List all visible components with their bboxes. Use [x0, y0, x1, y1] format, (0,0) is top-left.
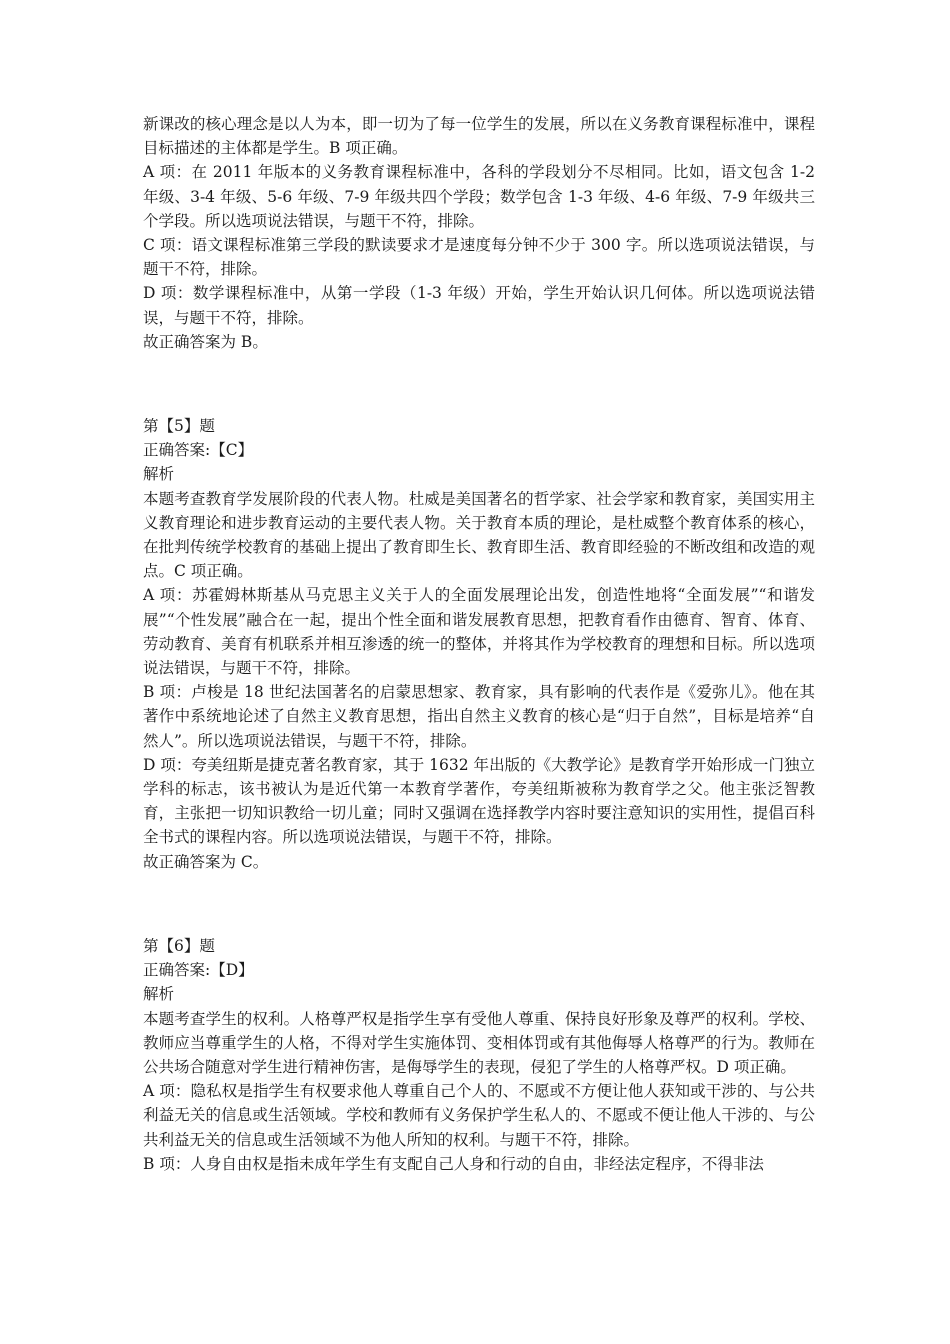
- document-page: [143, 112, 815, 1176]
- analysis-paragraph: 本题考查学生的权利。人格尊严权是指学生享有受他人尊重、保持良好形象及尊严的权利。学校、教师应当尊重学生的人格，不得对学生实施体罚、变相体罚或有其他侮辱人格尊严的行为。教师在公共场合随意对学生进行精神伤害，是侮辱学生的表现，侵犯了学生的人格尊严权。D 项正确。: [143, 1009, 815, 1076]
- analysis-paragraph: 本题考查教育学发展阶段的代表人物。杜威是美国著名的哲学家、社会学家和教育家，美国实用主义教育理论和进步教育运动的主要代表人物。关于教育本质的理论，是杜威整个教育体系的核心，在批判传统学校教育的基础上提出了教育即生长、教育即生活、教育即经验的不断改组和改造的观点。C 项正确。: [143, 489, 815, 581]
- conclusion: 故正确答案为 B。: [143, 332, 268, 351]
- previous-question-analysis: [143, 112, 815, 354]
- question-5: [143, 414, 815, 874]
- analysis-label: 解析: [143, 465, 175, 484]
- question-title: 第【6】题: [143, 936, 215, 955]
- option-a-explanation: A 项：苏霍姆林斯基从马克思主义关于人的全面发展理论出发，创造性地将“全面发展”“和谐发展”“个性发展”融合在一起，提出个性全面和谐发展教育思想，把教育看作由德育、智育、体育、劳动教育、美育有机联系并相互渗透的统一的整体，并将其作为学校教育的理想和目标。所以选项说法错误，与题干不符，排除。: [143, 586, 815, 678]
- correct-answer: 正确答案:【D】: [143, 961, 254, 980]
- option-a-explanation: A 项：隐私权是指学生有权要求他人尊重自己个人的、不愿或不方便让他人获知或干涉的、与公共利益无关的信息或生活领域。学校和教师有义务保护学生私人的、不愿或不便让他人干涉的、与公共利益无关的信息或生活领域不为他人所知的权利。与题干不符，排除。: [143, 1082, 815, 1149]
- option-a-explanation: A 项：在 2011 年版本的义务教育课程标准中，各科的学段划分不尽相同。比如，语文包含 1-2 年级、3-4 年级、5-6 年级、7-9 年级共四个学段；数学包含 1-3 年级、4-6 年级、7-9 年级共三个学段。所以选项说法错误，与题干不符，排除。: [143, 163, 815, 230]
- option-d-explanation: D 项：夸美纽斯是捷克著名教育家，其于 1632 年出版的《大教学论》是教育学开始形成一门独立学科的标志，该书被认为是近代第一本教育学著作，夸美纽斯被称为教育学之父。他主张泛智教育，主张把一切知识教给一切儿童；同时又强调在选择教学内容时要注意知识的实用性，提倡百科全书式的课程内容。所以选项说法错误，与题干不符，排除。: [143, 755, 815, 847]
- option-b-explanation: B 项：卢梭是 18 世纪法国著名的启蒙思想家、教育家，具有影响的代表作是《爱弥儿》。他在其著作中系统地论述了自然主义教育思想，指出自然主义教育的核心是“归于自然”，目标是培养“自然人”。所以选项说法错误，与题干不符，排除。: [143, 683, 815, 750]
- analysis-paragraph: 新课改的核心理念是以人为本，即一切为了每一位学生的发展，所以在义务教育课程标准中，课程目标描述的主体都是学生。B 项正确。: [143, 115, 815, 158]
- correct-answer: 正确答案:【C】: [143, 441, 254, 460]
- option-c-explanation: C 项：语文课程标准第三学段的默读要求才是速度每分钟不少于 300 字。所以选项说法错误，与题干不符，排除。: [143, 236, 815, 279]
- analysis-label: 解析: [143, 985, 175, 1004]
- section-spacer: [143, 874, 815, 934]
- option-b-explanation: B 项：人身自由权是指未成年学生有支配自己人身和行动的自由，非经法定程序，不得非法: [143, 1154, 764, 1173]
- question-title: 第【5】题: [143, 417, 215, 436]
- section-spacer: [143, 354, 815, 414]
- question-6: [143, 934, 815, 1176]
- option-d-explanation: D 项：数学课程标准中，从第一学段（1-3 年级）开始，学生开始认识几何体。所以选项说法错误，与题干不符，排除。: [143, 284, 815, 327]
- conclusion: 故正确答案为 C。: [143, 852, 269, 871]
